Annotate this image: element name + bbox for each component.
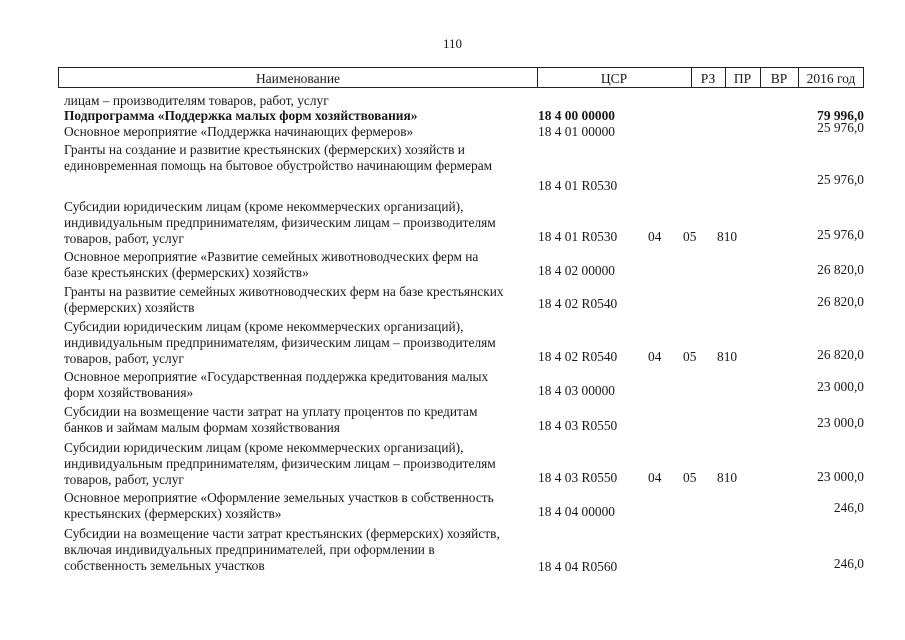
row-amount: 26 820,0 [817,262,864,277]
row-csr: 18 4 00 00000 [538,108,615,123]
row-vr: 810 [717,349,738,364]
row-name: Основное мероприятие «Поддержка начинающих фермеров» [64,124,414,139]
row-csr: 18 4 01 00000 [538,124,615,139]
row-amount: 246,0 [833,500,864,515]
row-amount: 23 000,0 [817,379,864,394]
row-pr: 05 [683,229,697,244]
header-year: 2016 год [806,71,856,86]
row-name: Основное мероприятие «Государственная поддержка кредитования малых форм хозяйствования» [64,369,489,400]
row-amount: 79 996,0 [817,108,864,123]
row-name: лицам – производителям товаров, работ, услуг [64,93,329,108]
row-rz: 04 [648,470,662,485]
row-amount: 25 976,0 [817,172,864,187]
row-amount: 25 976,0 [817,227,864,242]
header-name: Наименование [59,68,538,87]
row-name: Субсидии на возмещение части затрат крестьянских (фермерских) хозяйств, включая индивидуальных предпринимателей, при оформлении в собственность земельных участков [64,526,500,573]
row-csr: 18 4 02 R0540 [538,296,618,311]
row-vr: 810 [717,229,738,244]
row-pr: 05 [683,470,697,485]
row-csr: 18 4 01 R0530 [538,229,618,244]
row-csr: 18 4 02 R0540 [538,349,618,364]
row-amount: 23 000,0 [817,469,864,484]
row-vr: 810 [717,470,738,485]
row-name: Основное мероприятие «Оформление земельных участков в собственность крестьянских (фермерских) хозяйств» [64,490,494,521]
row-rz: 04 [648,229,662,244]
row-name: Гранты на создание и развитие крестьянских (фермерских) хозяйств и единовременная помощь на бытовое обустройство начинающим фермерам [64,142,493,173]
row-amount: 246,0 [833,556,864,571]
header-rz: РЗ [691,68,726,87]
row-csr: 18 4 03 00000 [538,383,615,398]
row-pr: 05 [683,349,697,364]
row-amount: 26 820,0 [817,347,864,362]
header-vr: ВР [760,68,799,87]
row-amount: 23 000,0 [817,415,864,430]
row-name: Субсидии на возмещение части затрат на уплату процентов по кредитам банков и займам малым формам хозяйствования [64,404,478,435]
row-rz: 04 [648,349,662,364]
row-name: Подпрограмма «Поддержка малых форм хозяйствования» [64,108,418,123]
page-number: 110 [442,36,463,51]
row-csr: 18 4 03 R0550 [538,418,618,433]
row-name: Субсидии юридическим лицам (кроме некоммерческих организаций), индивидуальным предпринимателям, физическим лицам – производителям товаров, работ, услуг [64,199,496,246]
row-csr: 18 4 04 00000 [538,504,615,519]
row-csr: 18 4 03 R0550 [538,470,618,485]
row-csr: 18 4 01 R0530 [538,178,618,193]
row-csr: 18 4 02 00000 [538,263,615,278]
row-name: Гранты на развитие семейных животноводческих ферм на базе крестьянских (фермерских) хозяйств [64,284,504,315]
row-name: Субсидии юридическим лицам (кроме некоммерческих организаций), индивидуальным предпринимателям, физическим лицам – производителям товаров, работ, услуг [64,319,496,366]
row-amount: 26 820,0 [817,294,864,309]
row-amount: 25 976,0 [817,120,864,135]
row-csr: 18 4 04 R0560 [538,559,618,574]
row-name: Основное мероприятие «Развитие семейных животноводческих ферм на базе крестьянских (фермерских) хозяйств» [64,249,479,280]
header-csr: ЦСР [537,68,692,87]
header-pr: ПР [725,68,761,87]
row-name: Субсидии юридическим лицам (кроме некоммерческих организаций), индивидуальным предпринимателям, физическим лицам – производителям товаров, работ, услуг [64,440,496,487]
